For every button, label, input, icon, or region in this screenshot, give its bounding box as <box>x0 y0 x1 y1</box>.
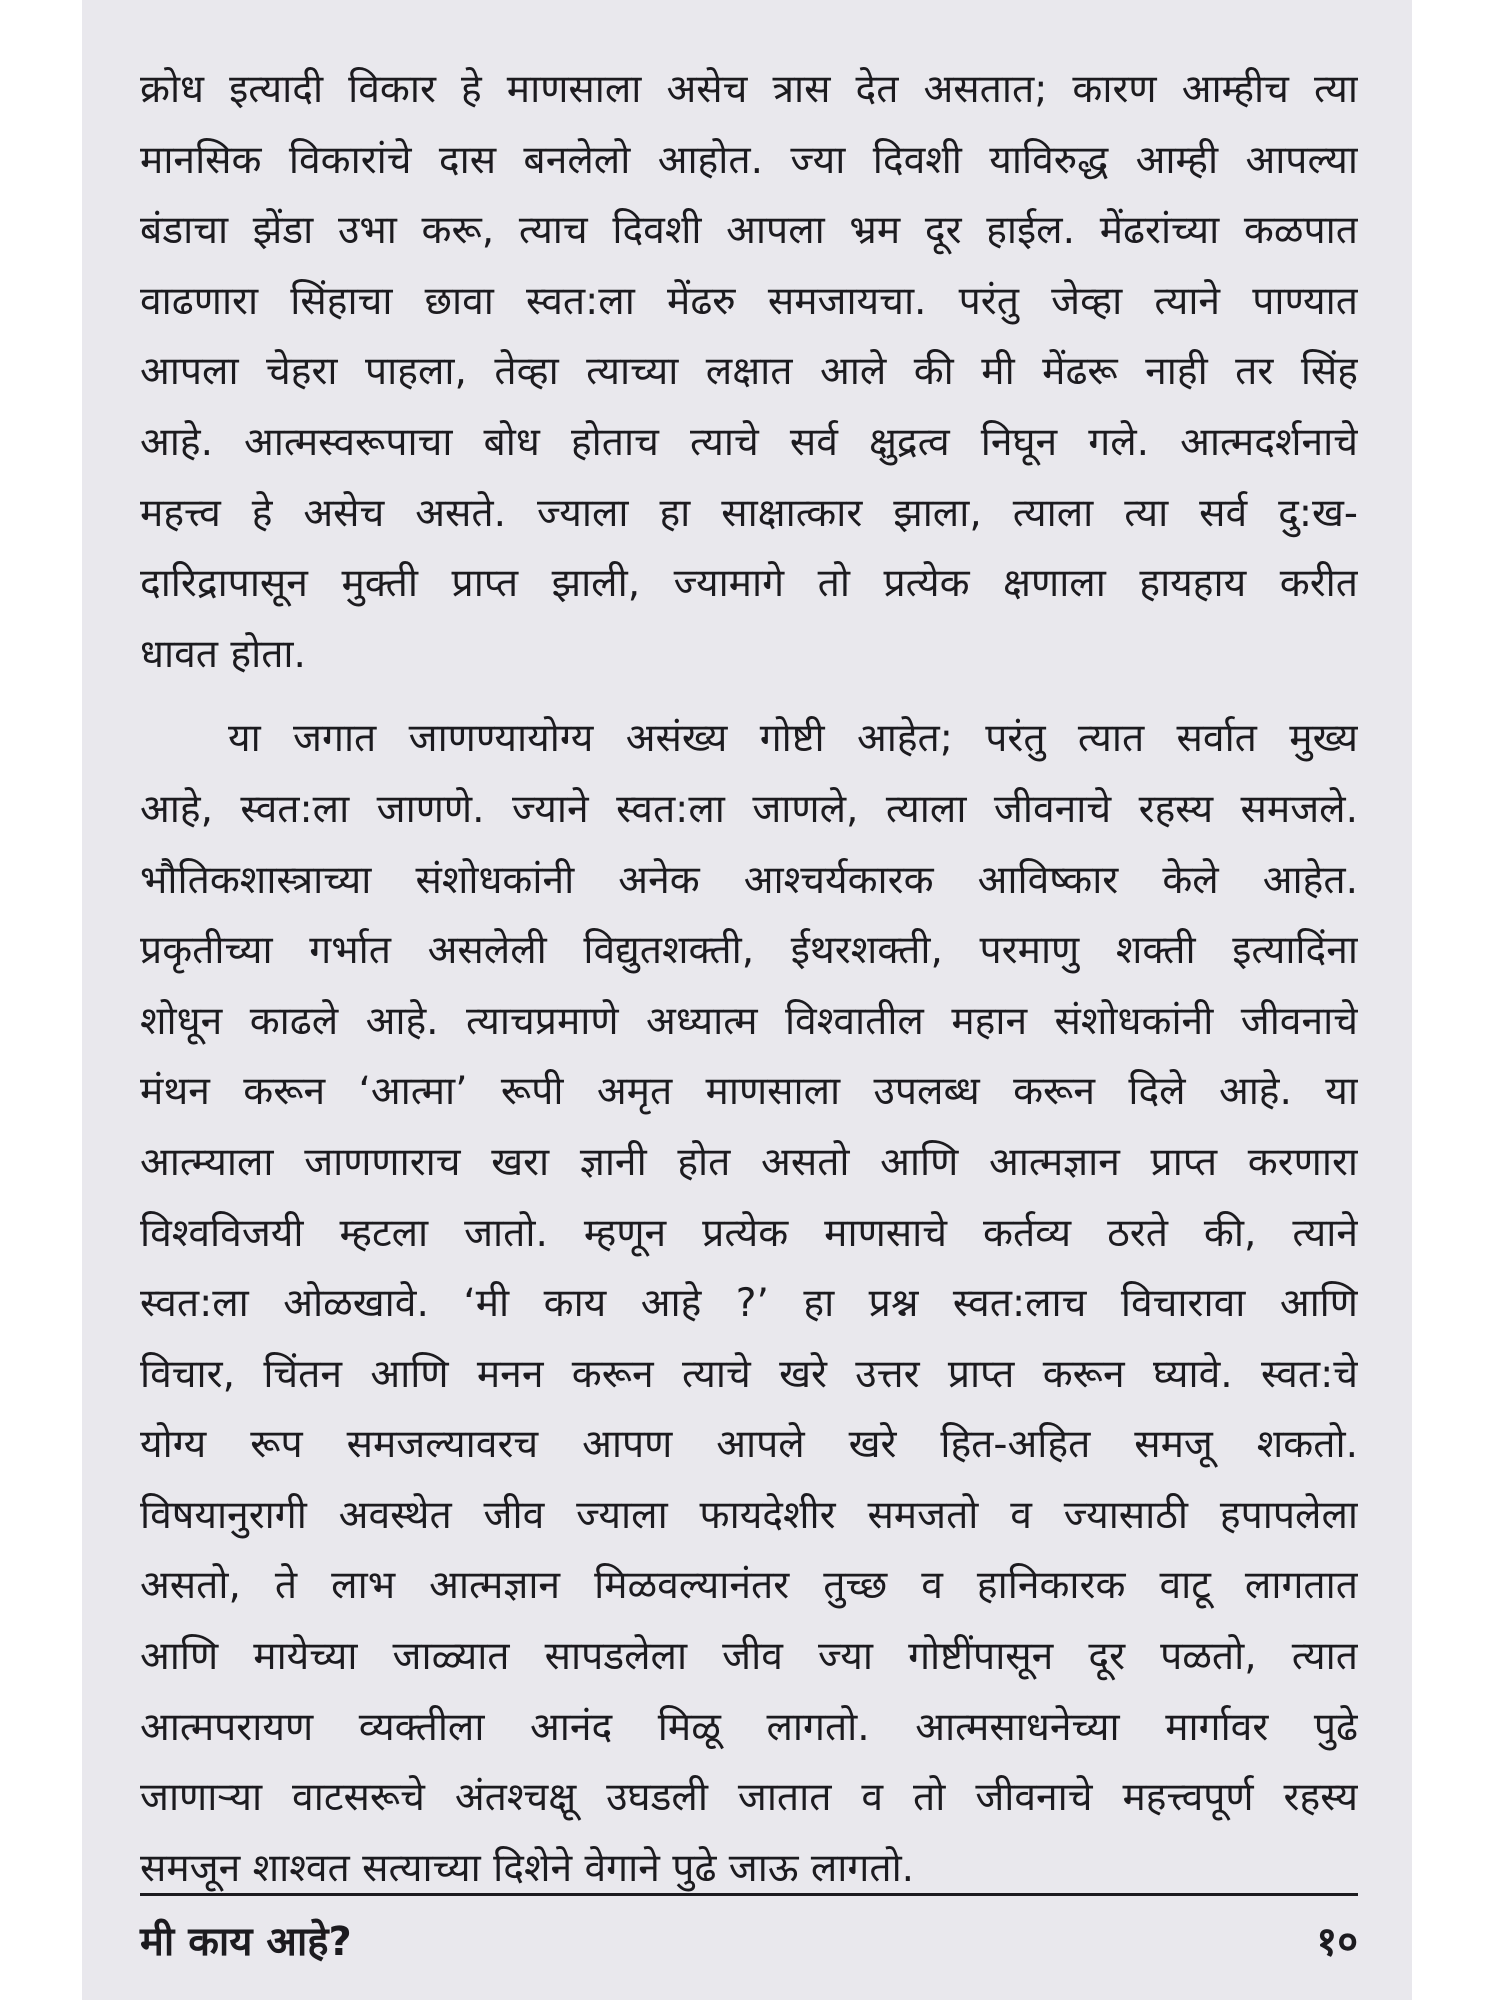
book-page <box>82 0 1412 2000</box>
text-line: आपला चेहरा पाहला, तेव्हा त्याच्या लक्षात आले की मी मेंढरू नाही तर सिंह <box>140 349 1358 395</box>
text-line: विश्वविजयी म्हटला जातो. म्हणून प्रत्येक माणसाचे कर्तव्य ठरते की, त्याने <box>140 1210 1358 1256</box>
text-line: असतो, ते लाभ आत्मज्ञान मिळवल्यानंतर तुच्छ व हानिकारक वाटू लागतात <box>140 1563 1358 1609</box>
text-line: मंथन करून ‘आत्मा’ रूपी अमृत माणसाला उपलब्ध करून दिले आहे. या <box>140 1069 1358 1115</box>
text-line: आत्म्याला जाणणाराच खरा ज्ञानी होत असतो आणि आत्मज्ञान प्राप्त करणारा <box>140 1139 1358 1185</box>
text-line: आहे. आत्मस्वरूपाचा बोध होताच त्याचे सर्व क्षुद्रत्व निघून गले. आत्मदर्शनाचे <box>140 419 1358 465</box>
page-number: १० <box>1316 1919 1358 1965</box>
text-line: बंडाचा झेंडा उभा करू, त्याच दिवशी आपला भ्रम दूर हाईल. मेंढरांच्या कळपात <box>140 208 1358 254</box>
text-line: जाणाऱ्या वाटसरूचे अंतश्चक्षू उघडली जातात व तो जीवनाचे महत्त्वपूर्ण रहस्य <box>140 1775 1358 1821</box>
text-line: दारिद्रापासून मुक्ती प्राप्त झाली, ज्यामागे तो प्रत्येक क्षणाला हायहाय करीत <box>140 561 1358 607</box>
text-line: योग्य रूप समजल्यावरच आपण आपले खरे हित-अहित समजू शकतो. <box>140 1422 1358 1468</box>
text-line: स्वत:ला ओळखावे. ‘मी काय आहे ?’ हा प्रश्न स्वत:लाच विचारावा आणि <box>140 1281 1358 1327</box>
text-line: धावत होता. <box>140 631 306 677</box>
text-line: विषयानुरागी अवस्थेत जीव ज्याला फायदेशीर समजतो व ज्यासाठी हपापलेला <box>140 1492 1358 1538</box>
text-line: क्रोध इत्यादी विकार हे माणसाला असेच त्रास देत असतात; कारण आम्हीच त्या <box>140 67 1358 112</box>
text-line: भौतिकशास्त्राच्या संशोधकांनी अनेक आश्चर्यकारक आविष्कार केले आहेत. <box>140 857 1358 903</box>
text-line: वाढणारा सिंहाचा छावा स्वत:ला मेंढरु समजायचा. परंतु जेव्हा त्याने पाण्यात <box>140 278 1358 324</box>
text-line: मानसिक विकारांचे दास बनलेलो आहोत. ज्या दिवशी याविरुद्ध आम्ही आपल्या <box>140 137 1358 183</box>
text-line: समजून शाश्वत सत्याच्या दिशेने वेगाने पुढे जाऊ लागतो. <box>140 1845 915 1891</box>
footer-book-title: मी काय आहे? <box>140 1919 352 1965</box>
text-line: शोधून काढले आहे. त्याचप्रमाणे अध्यात्म विश्वातील महान संशोधकांनी जीवनाचे <box>140 998 1358 1044</box>
paragraph-2 <box>140 704 1358 1904</box>
body-text <box>140 55 1358 1904</box>
text-line: आणि मायेच्या जाळ्यात सापडलेला जीव ज्या गोष्टींपासून दूर पळतो, त्यात <box>140 1634 1358 1680</box>
text-line: आहे, स्वत:ला जाणणे. ज्याने स्वत:ला जाणले, त्याला जीवनाचे रहस्य समजले. <box>140 786 1358 832</box>
paragraph-gap <box>140 690 1358 704</box>
text-line: महत्त्व हे असेच असते. ज्याला हा साक्षात्कार झाला, त्याला त्या सर्व दु:ख- <box>140 490 1358 536</box>
text-line: विचार, चिंतन आणि मनन करून त्याचे खरे उत्तर प्राप्त करून घ्यावे. स्वत:चे <box>140 1351 1358 1397</box>
text-line: आत्मपरायण व्यक्तीला आनंद मिळू लागतो. आत्मसाधनेच्या मार्गावर पुढे <box>140 1704 1358 1750</box>
text-line: प्रकृतीच्या गर्भात असलेली विद्युतशक्ती, ईथरशक्ती, परमाणु शक्ती इत्यादिंना <box>140 928 1358 974</box>
footer-divider <box>140 1893 1358 1896</box>
text-line: या जगात जाणण्यायोग्य असंख्य गोष्टी आहेत; परंतु त्यात सर्वात मुख्य <box>228 716 1358 762</box>
paragraph-1 <box>140 55 1358 690</box>
